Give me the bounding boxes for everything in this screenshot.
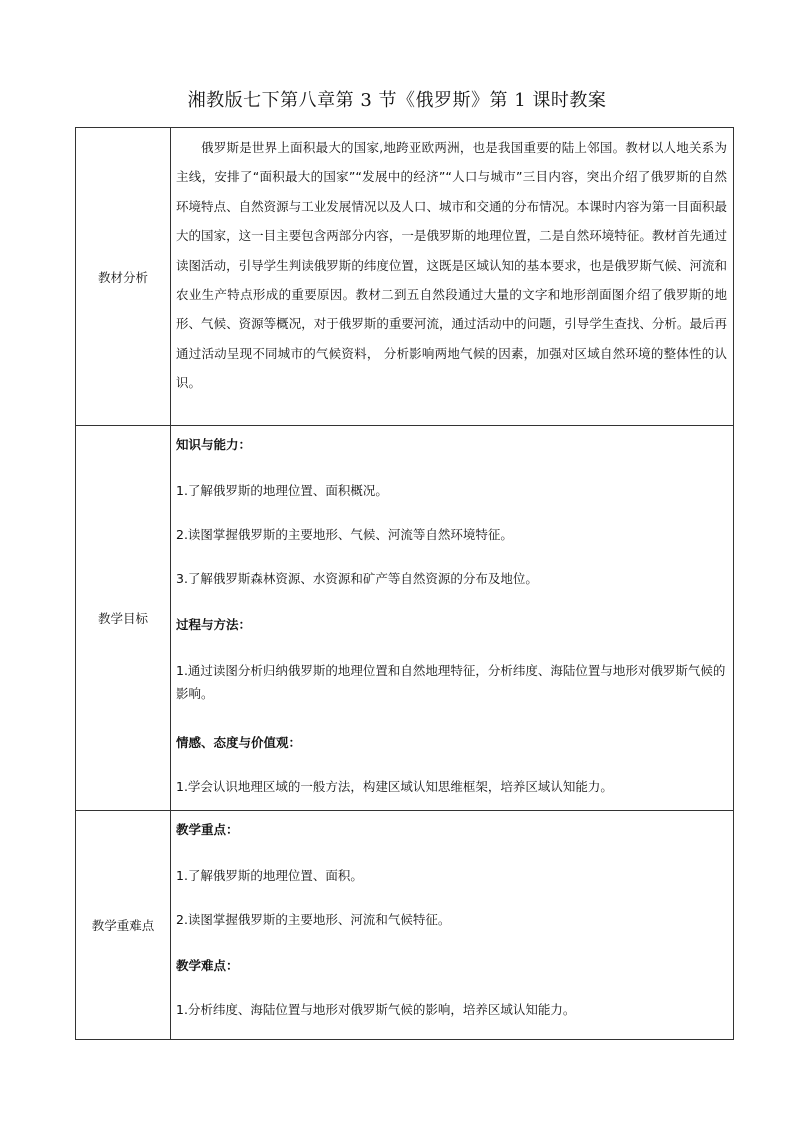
textbook-analysis-content — [171, 128, 734, 426]
emotion-heading: 情感、态度与价值观： — [176, 735, 302, 750]
key-difficult-points-content — [171, 811, 734, 1040]
row-teaching-objectives — [76, 426, 734, 811]
row-textbook-analysis — [76, 128, 734, 426]
knowledge-item: 2.读图掌握俄罗斯的主要地形、气候、河流等自然环境特征。 — [176, 527, 513, 542]
document-title: 湘教版七下第八章第 3 节《俄罗斯》第 1 课时教案 — [187, 90, 607, 111]
knowledge-heading: 知识与能力： — [176, 437, 252, 452]
row-label-key-difficult-points: 教学重难点 — [76, 811, 171, 1040]
teaching-objectives-content — [171, 426, 734, 811]
key-points-heading: 教学重点： — [176, 822, 239, 837]
difficult-point-item: 1.分析纬度、海陆位置与地形对俄罗斯气候的影响，培养区域认知能力。 — [176, 1002, 576, 1017]
knowledge-item: 3.了解俄罗斯森林资源、水资源和矿产等自然资源的分布及地位。 — [176, 571, 538, 586]
textbook-analysis-paragraph: 俄罗斯是世界上面积最大的国家,地跨亚欧两洲，也是我国重要的陆上邻国。教材以人地关系为主线，安排了“面积最大的国家”“发展中的经济”“人口与城市”三目内容，突出介绍了俄罗斯的自然环境特点、自然资源与工业发展情况以及人口、城市和交通的分布情况。本课时内容为第一目面积最大的国家，这一目主要包含两部分内容，一是俄罗斯的地理位置，二是自然环境特征。教材首先通过读图活动，引导学生判读俄罗斯的纬度位置，这既是区域认知的基本要求，也是俄罗斯气候、河流和农业生产特点形成的重要原因。教材二到五自然段通过大量的文字和地形剖面图介绍了俄罗斯的地形、气候、资源等概况，对于俄罗斯的重要河流，通过活动中的问题，引导学生查找、分析。最后再通过活动呈现不同城市的气候资料， 分析影响两地气候的因素，加强对区域自然环境的整体性的认识。 — [176, 140, 727, 391]
row-key-difficult-points — [76, 811, 734, 1040]
emotion-item: 1.学会认识地理区域的一般方法，构建区域认知思维框架，培养区域认知能力。 — [176, 779, 613, 794]
key-point-item: 1.了解俄罗斯的地理位置、面积。 — [176, 868, 363, 883]
knowledge-item: 1.了解俄罗斯的地理位置、面积概况。 — [176, 483, 388, 498]
row-label-teaching-objectives: 教学目标 — [76, 426, 171, 811]
key-point-item: 2.读图掌握俄罗斯的主要地形、河流和气候特征。 — [176, 912, 451, 927]
difficult-points-heading: 教学难点： — [176, 958, 239, 973]
lesson-plan-table — [75, 127, 734, 1040]
process-item: 1.通过读图分析归纳俄罗斯的地理位置和自然地理特征，分析纬度、海陆位置与地形对俄罗斯气候的影响。 — [176, 663, 726, 701]
row-label-textbook-analysis: 教材分析 — [76, 128, 171, 426]
process-heading: 过程与方法： — [176, 617, 252, 632]
